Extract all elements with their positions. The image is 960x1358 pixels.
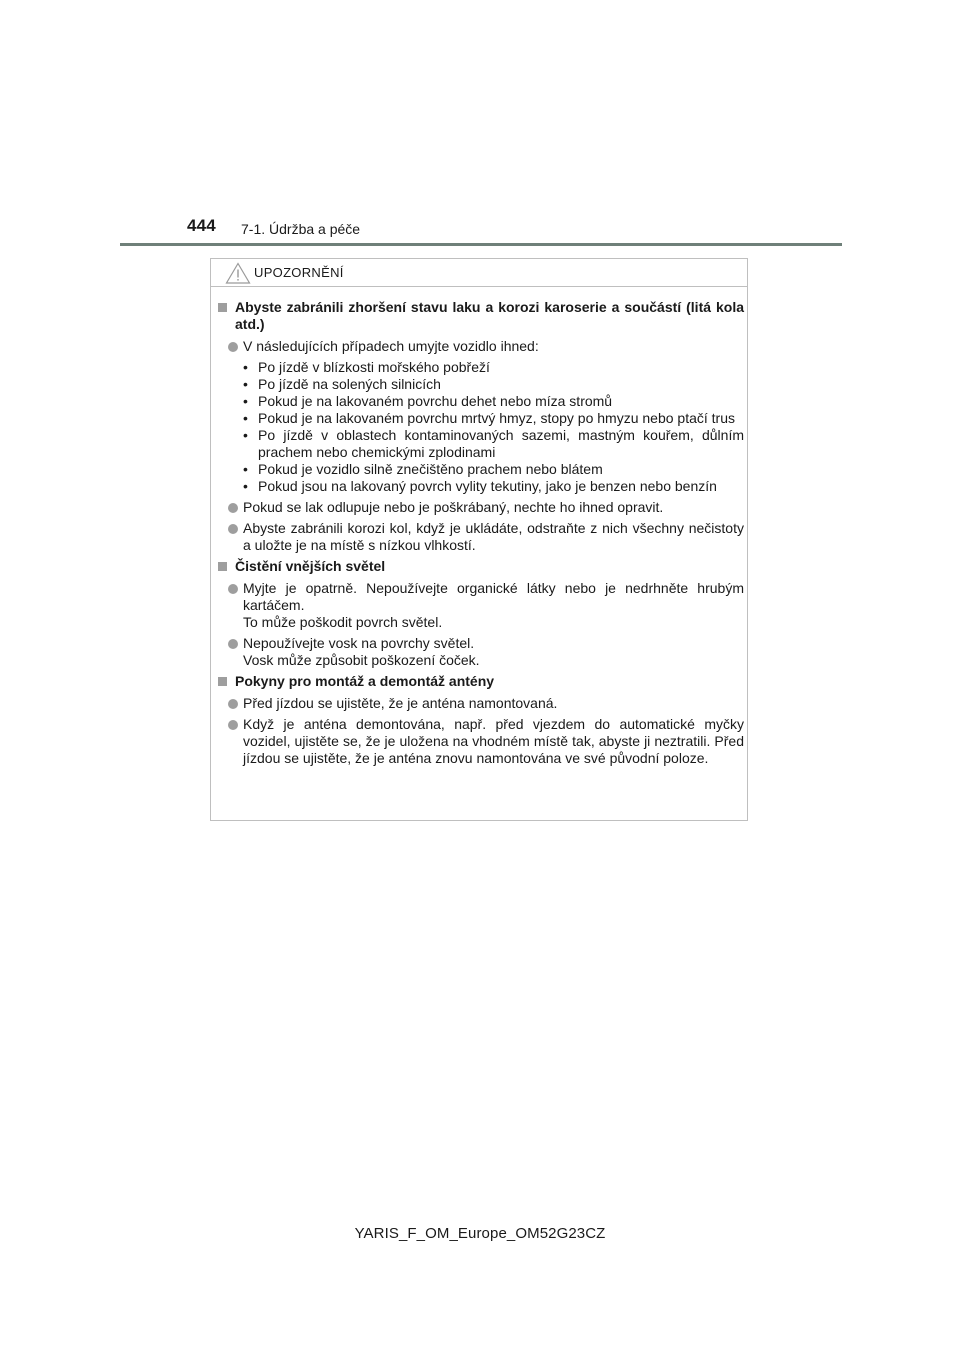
warning-title: UPOZORNĚNÍ [254,265,344,280]
circle-bullet-icon [228,720,238,730]
sub-item-text: Pokud je na lakovaném povrchu dehet nebo míza stromů [258,393,613,409]
dot-marker-icon: • [243,478,248,494]
dot-marker-icon: • [243,376,248,392]
section-title: 7-1. Údržba a péče [241,221,361,237]
dot-marker-icon: • [243,410,248,426]
square-bullet-icon [218,677,227,686]
sub-item-text: Pokud je vozidlo silně znečištěno prachem nebo blátem [258,461,603,477]
dot-marker-icon: • [243,359,248,375]
bullet-item [218,695,744,712]
sub-item [218,376,744,393]
bullet-text: Pokud se lak odlupuje nebo je poškrábaný, nechte ho ihned opravit. [243,499,664,515]
bullet-text: Myjte je opatrně. Nepoužívejte organické látky nebo je nedrhněte hrubým kartáčem. [243,580,744,613]
square-bullet-icon [218,303,227,312]
sub-item [218,359,744,376]
bullet-item [218,716,744,767]
circle-bullet-icon [228,584,238,594]
sub-item [218,461,744,478]
circle-bullet-icon [228,342,238,352]
section-heading [218,558,744,575]
dot-marker-icon: • [243,393,248,409]
bullet-text: Vosk může způsobit poškození čoček. [243,652,480,668]
circle-bullet-icon [228,699,238,709]
dot-marker-icon: • [243,427,248,443]
square-bullet-icon [218,562,227,571]
bullet-text: To může poškodit povrch světel. [243,614,443,630]
section-heading [218,673,744,690]
bullet-item [218,338,744,495]
bullet-text: Nepoužívejte vosk na povrchy světel. [243,635,475,651]
sub-item [218,410,744,427]
section-heading-text: Pokyny pro montáž a demontáž antény [235,673,495,689]
bullet-item [218,520,744,554]
dot-marker-icon: • [243,461,248,477]
sub-item-text: Pokud je na lakovaném povrchu mrtvý hmyz, stopy po hmyzu nebo ptačí trus [258,410,736,426]
section-heading [218,299,744,333]
sub-item [218,478,744,495]
section-heading-text: Abyste zabránili zhoršení stavu laku a korozi karoserie a součástí (litá kola atd.) [235,299,744,332]
bullet-text: Abyste zabránili korozi kol, když je ukládáte, odstraňte z nich všechny nečistoty a uložte je na místě s nízkou vlhkostí. [243,520,744,553]
section-heading-text: Čistění vnějších světel [235,558,386,574]
bullet-text: V následujících případech umyjte vozidlo ihned: [243,338,539,354]
bullet-item [218,499,744,516]
bullet-text: Když je anténa demontována, např. před vjezdem do automatické myčky vozidel, ujistěte se, že je uložena na vhodném místě tak, abyste ji neztratili. Před jízdou se ujistěte, že je anténa znovu namontována ve své původní poloze. [243,716,744,766]
warning-triangle-icon [225,262,251,284]
circle-bullet-icon [228,524,238,534]
sub-item-text: Pokud jsou na lakovaný povrch vylity tekutiny, jako je benzen nebo benzín [258,478,717,494]
sub-item [218,427,744,461]
bullet-text: Před jízdou se ujistěte, že je anténa namontovaná. [243,695,558,711]
sub-item-text: Po jízdě v oblastech kontaminovaných sazemi, mastným kouřem, důlním prachem nebo chemickými zplodinami [258,427,744,460]
warning-header [211,259,747,287]
sub-item-text: Po jízdě na solených silnicích [258,376,441,392]
document-code: YARIS_F_OM_Europe_OM52G23CZ [354,1225,606,1242]
sub-item-text: Po jízdě v blízkosti mořského pobřeží [258,359,490,375]
bullet-item [218,580,744,631]
warning-box [210,258,748,821]
bullet-item [218,635,744,669]
circle-bullet-icon [228,639,238,649]
warning-body [218,299,744,771]
page-number: 444 [187,216,216,235]
circle-bullet-icon [228,503,238,513]
sub-item [218,393,744,410]
header-rule [120,243,842,246]
